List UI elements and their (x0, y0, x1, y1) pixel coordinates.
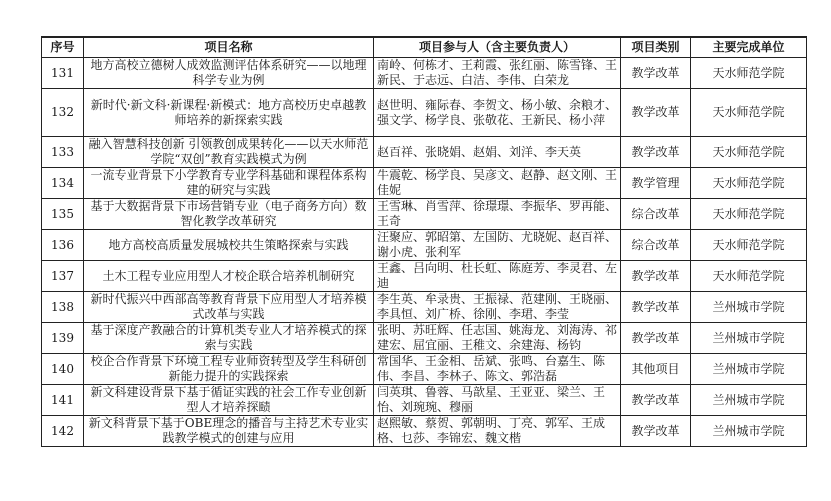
project-participants: 汪聚应、郭昭第、左国防、尤晓妮、赵百祥、谢小虎、张利军 (374, 230, 621, 261)
row-number: 138 (42, 292, 84, 323)
project-name: 新文科背景下基于OBE理念的播音与主持艺术专业实践教学模式的创建与应用 (84, 416, 374, 447)
header-type: 项目类别 (621, 37, 691, 58)
completion-unit: 兰州城市学院 (691, 416, 807, 447)
project-participants: 牛震乾、杨学良、吴彦文、赵静、赵文刚、王佳妮 (374, 168, 621, 199)
completion-unit: 天水师范学院 (691, 199, 807, 230)
row-number: 135 (42, 199, 84, 230)
project-name: 新时代振兴中西部高等教育背景下应用型人才培养模式改革与实践 (84, 292, 374, 323)
completion-unit: 兰州城市学院 (691, 354, 807, 385)
header-name: 项目名称 (84, 37, 374, 58)
completion-unit: 天水师范学院 (691, 137, 807, 168)
table-row (42, 137, 807, 168)
project-type: 教学改革 (621, 261, 691, 292)
completion-unit: 兰州城市学院 (691, 323, 807, 354)
completion-unit: 兰州城市学院 (691, 292, 807, 323)
header-people: 项目参与人（含主要负责人） (374, 37, 621, 58)
project-type: 教学改革 (621, 137, 691, 168)
row-number: 131 (42, 58, 84, 89)
row-number: 136 (42, 230, 84, 261)
project-participants: 赵百祥、张晓娟、赵娟、刘洋、李天英 (374, 137, 621, 168)
project-name: 地方高校立德树人成效监测评估体系研究——以地理科学专业为例 (84, 58, 374, 89)
table-row (42, 58, 807, 89)
project-name: 校企合作背景下环境工程专业师资转型及学生科研创新能力提升的实践探索 (84, 354, 374, 385)
project-participants: 李生英、牟录贵、王振禄、范建刚、王晓丽、李具恒、刘广桥、徐刚、李珺、李莹 (374, 292, 621, 323)
table-row (42, 323, 807, 354)
project-name: 地方高校高质量发展城校共生策略探索与实践 (84, 230, 374, 261)
row-number: 140 (42, 354, 84, 385)
project-type: 其他项目 (621, 354, 691, 385)
table-row (42, 199, 807, 230)
project-participants: 张明、苏旺辉、任志国、姚海龙、刘海涛、祁建宏、屈宜丽、王稚文、余建海、杨钧 (374, 323, 621, 354)
project-name: 一流专业背景下小学教育专业学科基础和课程体系构建的研究与实践 (84, 168, 374, 199)
project-participants: 王鑫、吕向明、杜长虹、陈庭芳、李灵君、左迪 (374, 261, 621, 292)
table-row (42, 292, 807, 323)
project-type: 教学改革 (621, 58, 691, 89)
table-row (42, 354, 807, 385)
project-name: 土木工程专业应用型人才校企联合培养机制研究 (84, 261, 374, 292)
row-number: 132 (42, 89, 84, 137)
row-number: 134 (42, 168, 84, 199)
header-unit: 主要完成单位 (691, 37, 807, 58)
project-participants: 王雪琳、肖雪萍、徐璟璟、李振华、罗再能、王奇 (374, 199, 621, 230)
completion-unit: 天水师范学院 (691, 89, 807, 137)
project-type: 教学改革 (621, 416, 691, 447)
completion-unit: 天水师范学院 (691, 168, 807, 199)
project-type: 教学改革 (621, 89, 691, 137)
completion-unit: 天水师范学院 (691, 261, 807, 292)
table-row (42, 230, 807, 261)
project-type: 综合改革 (621, 199, 691, 230)
completion-unit: 天水师范学院 (691, 58, 807, 89)
row-number: 137 (42, 261, 84, 292)
row-number: 142 (42, 416, 84, 447)
project-participants: 常国华、王金相、岳斌、张鸣、台嘉生、陈伟、李昌、李林子、陈文、郭浩磊 (374, 354, 621, 385)
project-name: 融入智慧科技创新 引领教创成果转化——以天水师范学院“双创”教育实践模式为例 (84, 137, 374, 168)
project-participants: 赵世明、雍际春、李贺文、杨小敏、余粮才、强文学、杨学良、张敬花、王新民、杨小萍 (374, 89, 621, 137)
row-number: 133 (42, 137, 84, 168)
completion-unit: 兰州城市学院 (691, 385, 807, 416)
project-table (41, 36, 807, 447)
project-name: 基于深度产教融合的计算机类专业人才培养模式的探索与实践 (84, 323, 374, 354)
project-type: 教学管理 (621, 168, 691, 199)
project-name: 新文科建设背景下基于循证实践的社会工作专业创新型人才培养探赜 (84, 385, 374, 416)
project-type: 教学改革 (621, 292, 691, 323)
header-no: 序号 (42, 37, 84, 58)
table-row (42, 261, 807, 292)
project-type: 教学改革 (621, 385, 691, 416)
project-name: 新时代·新文科·新课程·新模式：地方高校历史卓越教师培养的新探索实践 (84, 89, 374, 137)
project-name: 基于大数据背景下市场营销专业（电子商务方向）数智化教学改革研究 (84, 199, 374, 230)
table-row (42, 168, 807, 199)
completion-unit: 天水师范学院 (691, 230, 807, 261)
project-participants: 赵熙敏、蔡贺、郭朝明、丁亮、郭军、王成格、乜莎、李锦宏、魏文楷 (374, 416, 621, 447)
project-participants: 闫英琪、鲁蓉、马歆星、王亚亚、梁兰、王怡、刘琬琬、穆丽 (374, 385, 621, 416)
row-number: 141 (42, 385, 84, 416)
project-participants: 南岭、何栋才、王莉霞、张红丽、陈雪锋、王新民、于志远、白洁、李伟、白荣龙 (374, 58, 621, 89)
table-row (42, 385, 807, 416)
project-type: 综合改革 (621, 230, 691, 261)
row-number: 139 (42, 323, 84, 354)
header-row (42, 37, 807, 58)
table-row (42, 89, 807, 137)
table-row (42, 416, 807, 447)
project-type: 教学改革 (621, 323, 691, 354)
